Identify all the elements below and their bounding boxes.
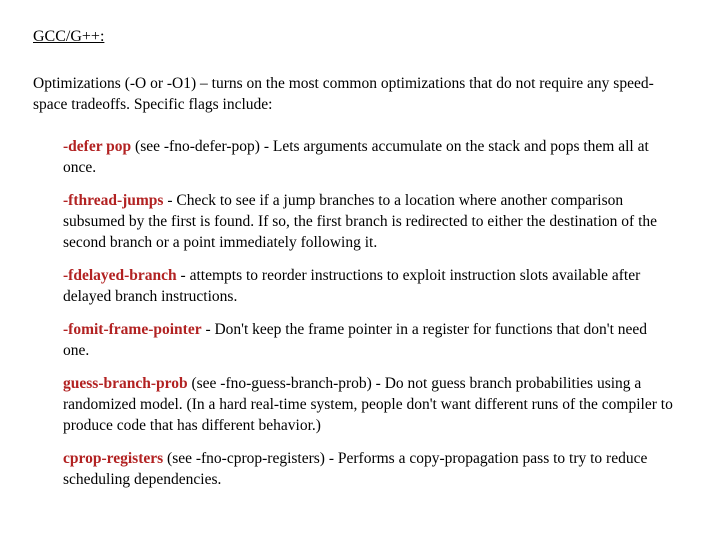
flag-name: guess-branch-prob (63, 375, 188, 392)
flag-description: (see -fno-guess-branch-prob) - Do not guess branch probabilities using a randomized model. (In a hard real-time system, people don't want different runs of the compiler to produce code that has different behavior.) (63, 375, 673, 434)
flag-item-cprop-registers (63, 448, 675, 490)
flag-name: cprop-registers (63, 450, 164, 467)
flag-description: (see -fno-defer-pop) - Lets arguments accumulate on the stack and pops them all at once. (63, 138, 649, 176)
flag-name: -fthread-jumps (63, 192, 164, 209)
flag-list (63, 136, 690, 490)
flag-name: -fdelayed-branch (63, 267, 177, 284)
intro-paragraph: Optimizations (-O or -O1) – turns on the most common optimizations that do not require any speed-space tradeoffs. Specific flags include: (33, 75, 654, 113)
flag-name: -defer pop (63, 138, 132, 155)
flag-item-guess-branch-prob (63, 373, 675, 436)
flag-description: - Check to see if a jump branches to a location where another comparison subsumed by the first is found. If so, the first branch is redirected to either the destination of the second branch or a point immediately following it. (63, 192, 658, 251)
page-title: GCC/G++: (33, 28, 105, 45)
flag-description: - Don't keep the frame pointer in a register for functions that don't need one. (63, 321, 648, 359)
flag-item-fthread-jumps (63, 190, 675, 253)
flag-description: - attempts to reorder instructions to exploit instruction slots available after delayed branch instructions. (63, 267, 641, 305)
flag-description: (see -fno-cprop-registers) - Performs a copy-propagation pass to try to reduce scheduling dependencies. (63, 450, 648, 488)
flag-name: -fomit-frame-pointer (63, 321, 202, 338)
flag-item-defer-pop (63, 136, 675, 178)
flag-item-fomit-frame-pointer (63, 319, 675, 361)
flag-item-fdelayed-branch (63, 265, 675, 307)
